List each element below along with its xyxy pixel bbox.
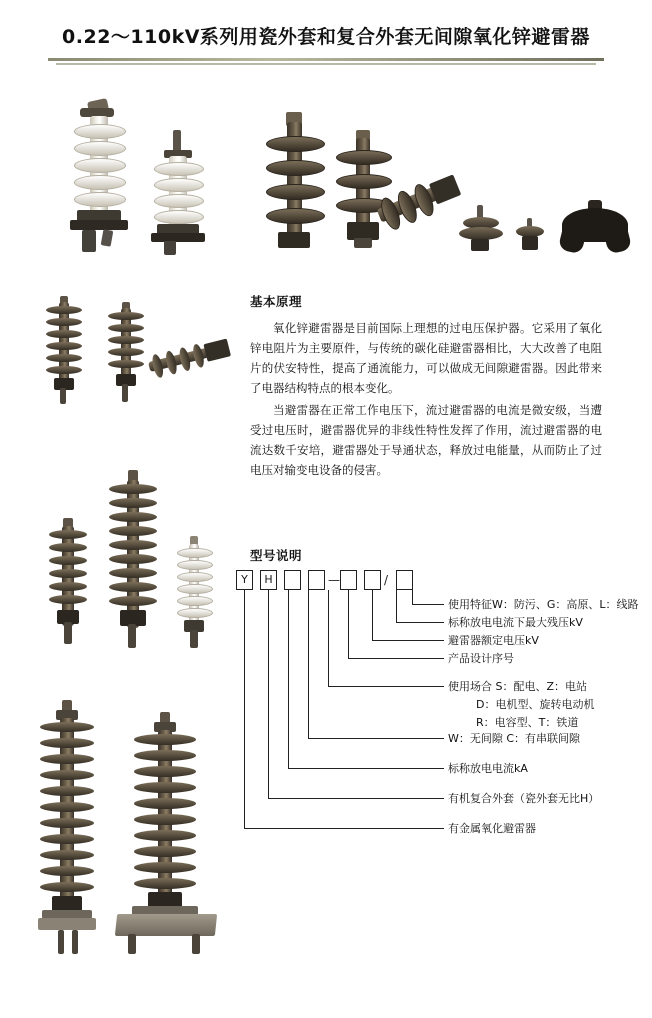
model-code-box-1: Y [236,570,253,590]
product-photo-row-bottom [18,690,233,965]
model-code-slash: / [384,573,389,587]
arrester-composite-tall-1 [260,112,330,255]
arrester-porcelain-1 [60,100,140,255]
model-legend-5-line3: R：电容型、T：铁道 [476,716,579,729]
arrester-column-2 [104,470,162,650]
leader-line-3-horizontal [372,640,444,641]
product-photo-row-middle [22,296,232,406]
model-code-dash: — [328,573,340,587]
page-title-text: 0.22～110kV系列用瓷外套和复合外套无间隙氧化锌避雷器 [62,26,590,48]
title-divider-line-2 [56,63,596,65]
leader-line-7-horizontal [288,768,444,769]
leader-line-8-vertical [268,590,269,798]
arrester-cover-bell [560,200,630,256]
leader-line-2-vertical [396,590,397,622]
model-legend-4: 产品设计序号 [448,652,514,665]
arrester-composite-angled-2 [144,324,238,395]
leader-line-4-horizontal [348,658,444,659]
model-legend-5-line2: D：电机型、旋转电动机 [476,698,595,711]
leader-line-3-vertical [372,590,373,640]
leader-line-6-horizontal [308,738,444,739]
leader-line-9-vertical [244,590,245,828]
arrester-column-1 [44,518,92,648]
leader-line-5-horizontal [328,686,444,687]
page-title [0,22,652,49]
model-legend-9: 有金属氧化避雷器 [448,822,536,835]
leader-line-5-vertical [328,590,329,686]
principle-paragraph-2: 当避雷器在正常工作电压下，流过避雷器的电流是微安级，当遭受过电压时，避雷器优异的非线性特性发挥了作用，流过避雷器的电流达数千安培，避雷器处于导通状态，释放过电能量，从而防止了过电压对输变电设备的侵害。 [250,403,602,477]
title-divider-line-1 [48,58,604,61]
model-legend-7: 标称放电电流kA [448,762,528,775]
model-legend-2: 标称放电电流下最大残压kV [448,616,583,629]
model-code-box-6 [364,570,381,590]
model-legend-5: 使用场合 S：配电、Z：电站 [448,680,588,693]
model-code-box-3 [284,570,301,590]
arrester-miniature [510,218,552,256]
arrester-station-2 [114,712,218,955]
leader-line-7-vertical [288,590,289,768]
principle-heading: 基本原理 [250,294,303,309]
model-legend-3: 避雷器额定电压kV [448,634,539,647]
model-code-box-7 [396,570,413,590]
arrester-column-3-white [172,536,216,648]
arrester-station-1 [32,700,102,955]
product-photo-row-top [40,90,612,255]
leader-line-9-horizontal [244,828,444,829]
model-code-box-2: H [260,570,277,590]
model-heading: 型号说明 [250,548,303,563]
arrester-porcelain-2 [140,130,220,255]
principle-paragraph-1: 氧化锌避雷器是目前国际上理想的过电压保护器。它采用了氧化锌电阻片为主要原件，与传统的碳化硅避雷器相比，大大改善了电阻片的伏安特性，提高了通流能力，可以做成无间隙避雷器。因此带来了电器结构特点的根本变化。 [250,321,602,395]
arrester-composite-slim-2 [102,302,150,404]
model-legend-1: 使用特征W：防污、G：高原、L：线路 [448,598,639,611]
arrester-distribution-small [455,205,507,257]
product-photo-row-lower [22,470,232,652]
model-code-box-5 [340,570,357,590]
leader-line-4-vertical [348,590,349,658]
leader-line-1-horizontal [412,604,444,605]
model-code-box-4 [308,570,325,590]
leader-line-8-horizontal [268,798,444,799]
model-legend-8: 有机复合外套（瓷外套无比H） [448,792,600,805]
title-divider [48,58,604,65]
leader-line-6-vertical [308,590,309,738]
model-legend-6: W：无间隙 C：有串联间隙 [448,732,581,745]
leader-line-1-vertical [412,590,413,604]
arrester-composite-slim-1 [40,296,88,404]
leader-line-2-horizontal [396,622,444,623]
